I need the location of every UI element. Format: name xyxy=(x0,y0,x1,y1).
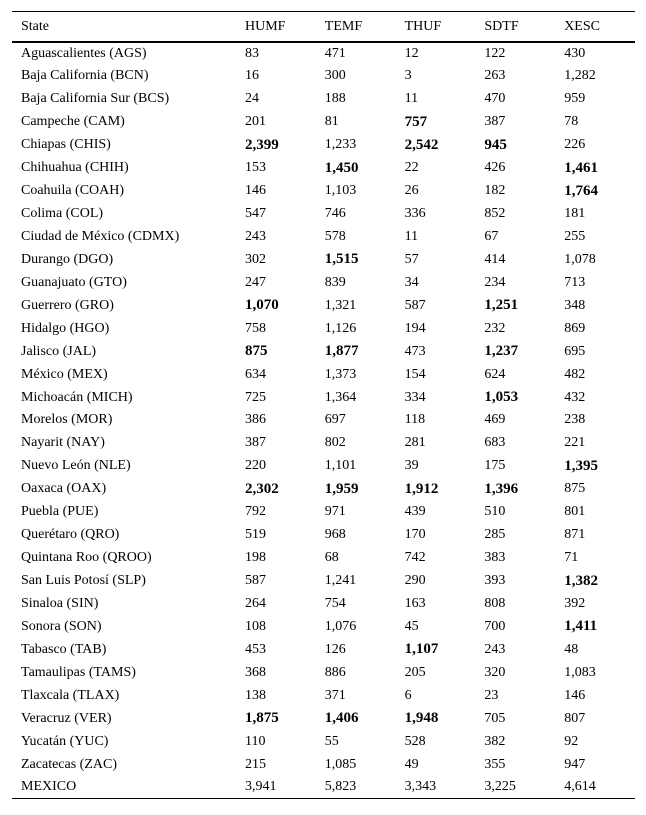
state-name-cell: Guanajuato (GTO) xyxy=(21,274,127,290)
state-name-cell: Jalisco (JAL) xyxy=(21,343,97,359)
sdtf-value-cell: 232 xyxy=(484,320,506,336)
table-row xyxy=(12,638,635,661)
sdtf-value-cell: 510 xyxy=(484,504,506,520)
temf-value-cell: 126 xyxy=(324,641,346,657)
table-row xyxy=(12,42,635,65)
temf-value-cell: 1,321 xyxy=(324,297,357,313)
thuf-value-cell: 1,948 xyxy=(404,710,439,727)
thuf-value-cell: 26 xyxy=(404,183,419,199)
table-row xyxy=(12,524,635,547)
xesc-value-cell: 1,083 xyxy=(564,664,596,680)
xesc-value-cell: 801 xyxy=(564,504,586,520)
table-row xyxy=(12,432,635,455)
table-row xyxy=(12,661,635,684)
thuf-value-cell: 22 xyxy=(404,160,419,176)
sdtf-value-cell: 382 xyxy=(484,733,506,749)
humf-value-cell: 758 xyxy=(245,320,266,336)
table-row xyxy=(12,455,635,478)
table-row xyxy=(12,753,635,776)
humf-value-cell: 386 xyxy=(245,412,266,428)
xesc-value-cell: 1,395 xyxy=(564,457,598,474)
temf-value-cell: 886 xyxy=(324,664,346,680)
column-header-humf: HUMF xyxy=(245,18,286,34)
table-body xyxy=(12,42,635,799)
xesc-value-cell: 226 xyxy=(564,137,586,153)
table-row xyxy=(12,593,635,616)
state-name-cell: Tlaxcala (TLAX) xyxy=(21,687,120,703)
state-name-cell: Morelos (MOR) xyxy=(21,412,113,428)
table-row xyxy=(12,409,635,432)
xesc-value-cell: 48 xyxy=(564,641,579,657)
sdtf-value-cell: 393 xyxy=(484,573,506,589)
state-name-cell: Quintana Roo (QROO) xyxy=(21,550,152,566)
table-row xyxy=(12,386,635,409)
state-name-cell: Durango (DGO) xyxy=(21,251,114,267)
humf-value-cell: 215 xyxy=(245,756,266,772)
sdtf-value-cell: 1,053 xyxy=(484,389,519,406)
state-name-cell: Oaxaca (OAX) xyxy=(21,481,107,497)
humf-value-cell: 247 xyxy=(245,274,266,290)
thuf-value-cell: 757 xyxy=(404,113,428,130)
thuf-value-cell: 194 xyxy=(404,320,426,336)
xesc-value-cell: 1,078 xyxy=(564,251,596,267)
humf-value-cell: 220 xyxy=(245,458,266,474)
table-row xyxy=(12,340,635,363)
sdtf-value-cell: 355 xyxy=(484,756,506,772)
temf-value-cell: 81 xyxy=(324,114,339,130)
temf-value-cell: 971 xyxy=(324,504,346,520)
sdtf-value-cell: 175 xyxy=(484,458,506,474)
sdtf-value-cell: 470 xyxy=(484,91,506,107)
temf-value-cell: 68 xyxy=(324,550,339,566)
humf-value-cell: 243 xyxy=(245,228,266,244)
humf-value-cell: 153 xyxy=(245,160,266,176)
sdtf-value-cell: 808 xyxy=(484,595,506,611)
xesc-value-cell: 807 xyxy=(564,710,586,726)
humf-value-cell: 453 xyxy=(245,641,266,657)
state-name-cell: Nuevo León (NLE) xyxy=(21,458,131,474)
table-row xyxy=(12,684,635,707)
table-row xyxy=(12,271,635,294)
table-row xyxy=(12,134,635,157)
xesc-value-cell: 1,461 xyxy=(564,159,598,176)
temf-value-cell: 55 xyxy=(324,733,339,749)
temf-value-cell: 746 xyxy=(324,206,346,222)
temf-value-cell: 1,515 xyxy=(324,251,359,268)
state-name-cell: Puebla (PUE) xyxy=(21,504,99,520)
state-name-cell: Zacatecas (ZAC) xyxy=(21,756,117,772)
temf-value-cell: 1,373 xyxy=(324,366,357,382)
table-row xyxy=(12,180,635,203)
xesc-value-cell: 1,382 xyxy=(564,572,598,589)
sdtf-value-cell: 1,251 xyxy=(484,297,519,314)
sdtf-value-cell: 3,225 xyxy=(484,779,516,795)
xesc-value-cell: 430 xyxy=(564,46,586,62)
column-header-state: State xyxy=(21,18,49,34)
sdtf-value-cell: 1,396 xyxy=(484,480,519,497)
state-name-cell: Hidalgo (HGO) xyxy=(21,320,110,336)
thuf-value-cell: 439 xyxy=(404,504,426,520)
thuf-value-cell: 473 xyxy=(404,343,426,359)
temf-value-cell: 371 xyxy=(324,687,346,703)
thuf-value-cell: 290 xyxy=(404,573,426,589)
temf-value-cell: 1,076 xyxy=(324,618,357,634)
state-name-cell: Campeche (CAM) xyxy=(21,114,125,130)
temf-value-cell: 471 xyxy=(324,46,346,62)
humf-value-cell: 587 xyxy=(245,573,266,589)
humf-value-cell: 725 xyxy=(245,389,266,405)
thuf-value-cell: 281 xyxy=(404,435,426,451)
state-name-cell: Coahuila (COAH) xyxy=(21,183,125,199)
table-row xyxy=(12,501,635,524)
xesc-value-cell: 392 xyxy=(564,595,586,611)
table-row xyxy=(12,707,635,730)
sdtf-value-cell: 383 xyxy=(484,550,506,566)
state-name-cell: Michoacán (MICH) xyxy=(21,389,133,405)
humf-value-cell: 264 xyxy=(245,595,266,611)
sdtf-value-cell: 852 xyxy=(484,206,506,222)
temf-value-cell: 300 xyxy=(324,68,346,84)
table-header xyxy=(12,12,635,43)
thuf-value-cell: 205 xyxy=(404,664,426,680)
temf-value-cell: 1,877 xyxy=(324,343,359,360)
sdtf-value-cell: 705 xyxy=(484,710,506,726)
humf-value-cell: 1,070 xyxy=(245,297,279,314)
thuf-value-cell: 3 xyxy=(404,68,412,84)
xesc-value-cell: 871 xyxy=(564,527,586,543)
sdtf-value-cell: 624 xyxy=(484,366,506,382)
thuf-value-cell: 528 xyxy=(404,733,426,749)
table-row xyxy=(12,363,635,386)
state-name-cell: Aguascalientes (AGS) xyxy=(21,46,147,62)
thuf-value-cell: 3,343 xyxy=(404,779,437,795)
xesc-value-cell: 695 xyxy=(564,343,586,359)
table-row xyxy=(12,294,635,317)
table-row xyxy=(12,730,635,753)
state-name-cell: Baja California (BCN) xyxy=(21,68,149,84)
xesc-value-cell: 238 xyxy=(564,412,586,428)
temf-value-cell: 578 xyxy=(324,228,346,244)
humf-value-cell: 138 xyxy=(245,687,266,703)
sdtf-value-cell: 945 xyxy=(484,136,507,153)
temf-value-cell: 1,364 xyxy=(324,389,357,405)
state-name-cell: Querétaro (QRO) xyxy=(21,527,120,543)
sdtf-value-cell: 426 xyxy=(484,160,506,176)
state-statistics-table xyxy=(12,11,635,799)
temf-value-cell: 968 xyxy=(324,527,346,543)
humf-value-cell: 519 xyxy=(245,527,266,543)
xesc-value-cell: 255 xyxy=(564,228,586,244)
sdtf-value-cell: 67 xyxy=(484,228,499,244)
table-row xyxy=(12,65,635,88)
thuf-value-cell: 336 xyxy=(404,206,426,222)
thuf-value-cell: 57 xyxy=(404,251,419,267)
state-name-cell: Sinaloa (SIN) xyxy=(21,595,99,611)
humf-value-cell: 387 xyxy=(245,435,266,451)
temf-value-cell: 754 xyxy=(324,595,346,611)
sdtf-value-cell: 23 xyxy=(484,687,499,703)
temf-value-cell: 839 xyxy=(324,274,346,290)
state-name-cell: Veracruz (VER) xyxy=(21,710,112,726)
xesc-value-cell: 348 xyxy=(564,297,586,313)
temf-value-cell: 1,101 xyxy=(324,458,357,474)
thuf-value-cell: 742 xyxy=(404,550,426,566)
thuf-value-cell: 11 xyxy=(404,228,419,244)
sdtf-value-cell: 700 xyxy=(484,618,506,634)
state-name-cell: MEXICO xyxy=(21,779,77,795)
xesc-value-cell: 959 xyxy=(564,91,586,107)
temf-value-cell: 1,233 xyxy=(324,137,357,153)
state-name-cell: Chihuahua (CHIH) xyxy=(21,160,129,176)
table-row xyxy=(12,478,635,501)
sdtf-value-cell: 234 xyxy=(484,274,506,290)
xesc-value-cell: 713 xyxy=(564,274,586,290)
temf-value-cell: 1,241 xyxy=(324,573,357,589)
humf-value-cell: 198 xyxy=(245,550,266,566)
state-name-cell: Sonora (SON) xyxy=(21,618,102,634)
temf-value-cell: 5,823 xyxy=(324,779,357,795)
sdtf-value-cell: 263 xyxy=(484,68,506,84)
state-name-cell: San Luis Potosí (SLP) xyxy=(21,573,146,589)
thuf-value-cell: 11 xyxy=(404,91,419,107)
table-row xyxy=(12,615,635,638)
table-row xyxy=(12,776,635,799)
table-row xyxy=(12,203,635,226)
humf-value-cell: 302 xyxy=(245,251,266,267)
humf-value-cell: 83 xyxy=(245,46,259,62)
state-name-cell: Baja California Sur (BCS) xyxy=(21,91,170,107)
state-name-cell: Tamaulipas (TAMS) xyxy=(21,664,136,680)
xesc-value-cell: 71 xyxy=(564,550,579,566)
humf-value-cell: 634 xyxy=(245,366,266,382)
humf-value-cell: 2,399 xyxy=(245,136,279,153)
xesc-value-cell: 869 xyxy=(564,320,586,336)
table-row xyxy=(12,111,635,134)
column-header-sdtf: SDTF xyxy=(484,18,519,34)
humf-value-cell: 146 xyxy=(245,183,266,199)
state-name-cell: Tabasco (TAB) xyxy=(21,641,107,657)
xesc-value-cell: 875 xyxy=(564,481,586,497)
temf-value-cell: 188 xyxy=(324,91,346,107)
sdtf-value-cell: 320 xyxy=(484,664,506,680)
sdtf-value-cell: 122 xyxy=(484,46,506,62)
sdtf-value-cell: 285 xyxy=(484,527,506,543)
humf-value-cell: 24 xyxy=(245,91,259,107)
thuf-value-cell: 12 xyxy=(404,46,419,62)
column-header-temf: TEMF xyxy=(324,18,363,34)
humf-value-cell: 2,302 xyxy=(245,480,279,497)
humf-value-cell: 547 xyxy=(245,206,266,222)
humf-value-cell: 110 xyxy=(245,733,266,749)
state-name-cell: Guerrero (GRO) xyxy=(21,297,114,313)
temf-value-cell: 1,103 xyxy=(324,183,357,199)
sdtf-value-cell: 683 xyxy=(484,435,506,451)
xesc-value-cell: 1,764 xyxy=(564,182,598,199)
thuf-value-cell: 154 xyxy=(404,366,426,382)
state-name-cell: Chiapas (CHIS) xyxy=(21,137,111,153)
humf-value-cell: 792 xyxy=(245,504,266,520)
xesc-value-cell: 4,614 xyxy=(564,779,596,795)
xesc-value-cell: 482 xyxy=(564,366,586,382)
thuf-value-cell: 170 xyxy=(404,527,426,543)
thuf-value-cell: 334 xyxy=(404,389,426,405)
sdtf-value-cell: 414 xyxy=(484,251,506,267)
state-name-cell: Nayarit (NAY) xyxy=(21,435,105,451)
table-row xyxy=(12,226,635,249)
temf-value-cell: 697 xyxy=(324,412,346,428)
thuf-value-cell: 49 xyxy=(404,756,419,772)
thuf-value-cell: 587 xyxy=(404,297,426,313)
xesc-value-cell: 92 xyxy=(564,733,579,749)
thuf-value-cell: 39 xyxy=(404,458,419,474)
sdtf-value-cell: 243 xyxy=(484,641,506,657)
thuf-value-cell: 1,912 xyxy=(404,480,439,497)
sdtf-value-cell: 387 xyxy=(484,114,506,130)
thuf-value-cell: 118 xyxy=(404,412,426,428)
table-row xyxy=(12,570,635,593)
xesc-value-cell: 78 xyxy=(564,114,579,130)
header-row xyxy=(12,12,635,43)
thuf-value-cell: 2,542 xyxy=(404,136,439,153)
table-row xyxy=(12,157,635,180)
humf-value-cell: 1,875 xyxy=(245,710,279,727)
thuf-value-cell: 34 xyxy=(404,274,419,290)
xesc-value-cell: 146 xyxy=(564,687,586,703)
sdtf-value-cell: 1,237 xyxy=(484,343,519,360)
thuf-value-cell: 45 xyxy=(404,618,419,634)
xesc-value-cell: 1,282 xyxy=(564,68,596,84)
state-name-cell: Colima (COL) xyxy=(21,206,104,222)
temf-value-cell: 1,406 xyxy=(324,710,359,727)
humf-value-cell: 201 xyxy=(245,114,266,130)
table-row xyxy=(12,248,635,271)
thuf-value-cell: 1,107 xyxy=(404,641,439,658)
table-row xyxy=(12,88,635,111)
temf-value-cell: 1,959 xyxy=(324,480,359,497)
temf-value-cell: 802 xyxy=(324,435,346,451)
state-name-cell: México (MEX) xyxy=(21,366,108,382)
thuf-value-cell: 163 xyxy=(404,595,426,611)
column-header-thuf: THUF xyxy=(404,18,442,34)
xesc-value-cell: 432 xyxy=(564,389,586,405)
sdtf-value-cell: 469 xyxy=(484,412,506,428)
table-row xyxy=(12,317,635,340)
state-name-cell: Yucatán (YUC) xyxy=(21,733,109,749)
state-name-cell: Ciudad de México (CDMX) xyxy=(21,228,180,244)
xesc-value-cell: 221 xyxy=(564,435,586,451)
sdtf-value-cell: 182 xyxy=(484,183,506,199)
temf-value-cell: 1,126 xyxy=(324,320,357,336)
table-row xyxy=(12,547,635,570)
thuf-value-cell: 6 xyxy=(404,687,412,703)
column-header-xesc: XESC xyxy=(564,18,600,34)
temf-value-cell: 1,450 xyxy=(324,159,359,176)
temf-value-cell: 1,085 xyxy=(324,756,357,772)
xesc-value-cell: 1,411 xyxy=(564,618,598,635)
humf-value-cell: 875 xyxy=(245,343,268,360)
xesc-value-cell: 181 xyxy=(564,206,586,222)
data-table-container xyxy=(12,11,635,799)
humf-value-cell: 16 xyxy=(245,68,259,84)
xesc-value-cell: 947 xyxy=(564,756,586,772)
humf-value-cell: 368 xyxy=(245,664,266,680)
humf-value-cell: 3,941 xyxy=(245,779,277,795)
humf-value-cell: 108 xyxy=(245,618,266,634)
